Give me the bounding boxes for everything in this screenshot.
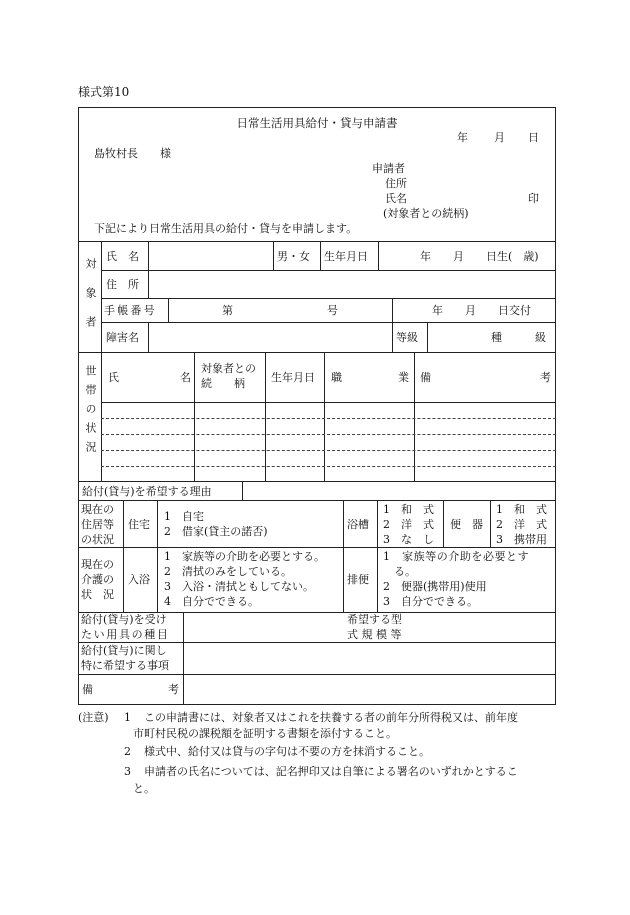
line [101, 270, 556, 271]
special-label-1: 給付(貸与)に関し [81, 644, 167, 657]
line [78, 352, 556, 353]
disability-label: 障害名 [106, 331, 139, 344]
line [168, 298, 169, 322]
handbook-dai: 第 [222, 304, 233, 317]
handbook-date: 年 月 日交付 [432, 304, 531, 317]
col-relation-2: 続 柄 [201, 377, 245, 390]
bathtub-option-2: 2 洋 式 [383, 518, 434, 531]
applicant-address-label: 住所 [385, 177, 407, 190]
care-bath-option-3: 3 入浴・清拭ともしてない。 [164, 580, 314, 593]
special-label-2: 特に希望する事項 [81, 659, 169, 672]
excretion-option-3: 3 自分でできる。 [383, 595, 478, 608]
line [378, 241, 379, 270]
dotted-row [101, 418, 556, 419]
grade-value: 種 級 [491, 331, 546, 344]
col-relation-1: 対象者との [201, 362, 256, 375]
form-title: 日常生活用具給付・貸与申請書 [236, 116, 398, 130]
form-number: 様式第10 [78, 85, 130, 99]
line [194, 352, 195, 481]
col-job-2: 業 [398, 371, 409, 384]
notes-heading: (注意) [78, 711, 109, 724]
residence-label-3: の状況 [81, 533, 114, 546]
line [101, 241, 102, 353]
line [148, 241, 149, 298]
date-day: 日 [528, 131, 539, 144]
bathtub-option-1: 1 和 式 [383, 503, 434, 516]
handbook-go: 号 [327, 304, 338, 317]
line [392, 298, 393, 322]
line [490, 500, 491, 547]
line [320, 241, 321, 270]
birth-value: 年 月 日生( 歳) [420, 250, 539, 263]
house-label: 住宅 [128, 518, 150, 531]
model-label-2: 式 規 模 等 [347, 628, 402, 641]
line [377, 500, 378, 612]
line [123, 500, 124, 612]
line [78, 500, 556, 501]
col-name-2: 名 [180, 371, 191, 384]
line [101, 352, 102, 481]
item-kind-label-1: 給付(貸与)を受け [81, 613, 167, 626]
grade-label: 等級 [396, 331, 418, 344]
note-2-num: 2 [124, 745, 131, 758]
line [343, 500, 344, 612]
line [78, 481, 556, 482]
line [242, 481, 243, 500]
line [148, 322, 149, 352]
note-2-line-1: 様式中、給付又は貸与の字句は不要の方を抹消すること。 [144, 745, 430, 758]
line [101, 298, 556, 299]
seal-mark: 印 [528, 192, 539, 205]
note-3-line-2: と。 [133, 782, 155, 795]
care-bath-option-4: 4 自分でできる。 [164, 595, 259, 608]
toilet-label: 便 器 [450, 518, 483, 531]
note-1-line-2: 市町村民税の課税額を証明する書類を添付すること。 [133, 727, 397, 740]
applicant-name-label: 氏名 [385, 192, 407, 205]
line [78, 642, 556, 643]
dotted-row [101, 466, 556, 467]
toilet-option-2: 2 洋 式 [496, 518, 547, 531]
col-note-2: 考 [540, 371, 551, 384]
excretion-option-1: 1 家族等の介助を必要とす [383, 550, 530, 563]
model-label-1: 希望する型 [347, 613, 402, 626]
care-bath-option-1: 1 家族等の介助を必要とする。 [164, 550, 325, 563]
care-label-3: 状 況 [81, 588, 114, 601]
bathtub-option-3: 3 な し [383, 533, 434, 546]
col-note-1: 備 [420, 371, 431, 384]
residence-label-2: 住居等 [81, 518, 114, 531]
note-3-num: 3 [124, 765, 131, 778]
remarks-label-2: 考 [168, 683, 179, 696]
line [101, 322, 556, 323]
care-label-2: 介護の [81, 573, 114, 586]
house-option-2: 2 借家(貸主の諾否) [164, 525, 268, 538]
dotted-row [101, 434, 556, 435]
line [324, 352, 325, 481]
bathtub-label: 浴槽 [347, 518, 369, 531]
col-name-1: 氏 [108, 371, 119, 384]
excretion-option-1-cont: る。 [394, 565, 416, 578]
line [101, 402, 556, 403]
birth-label: 生年月日 [324, 250, 368, 263]
date-year: 年 [457, 131, 468, 144]
residence-label-1: 現在の [81, 503, 114, 516]
toilet-option-3: 3 携帯用 [496, 533, 547, 546]
line [183, 674, 184, 705]
house-option-1: 1 自宅 [164, 510, 204, 523]
applicant-relation: (対象者との続柄) [383, 207, 469, 220]
line [427, 322, 428, 352]
subject-address-label: 住 所 [106, 278, 139, 291]
addressee: 島牧村長 様 [94, 147, 171, 160]
line [273, 241, 274, 270]
household-side-label: 世帯の状況 [84, 365, 97, 460]
handbook-label: 手帳番号 [104, 304, 157, 317]
line [265, 352, 266, 481]
line [78, 674, 556, 675]
excretion-label: 排便 [347, 573, 369, 586]
line [183, 612, 184, 674]
line [392, 322, 393, 352]
line [414, 352, 415, 481]
remarks-label-1: 備 [82, 683, 93, 696]
item-kind-label-2: たい用具の種目 [81, 628, 170, 641]
care-bath-option-2: 2 清拭のみをしている。 [164, 565, 292, 578]
note-1-num: 1 [124, 711, 131, 724]
toilet-option-1: 1 和 式 [496, 503, 547, 516]
line [78, 547, 556, 548]
subject-name-label: 氏 名 [106, 250, 139, 263]
col-birth: 生年月日 [271, 371, 315, 384]
excretion-option-2: 2 便器(携帯用)使用 [383, 580, 487, 593]
reason-label: 給付(貸与)を希望する理由 [82, 485, 212, 498]
col-job-1: 職 [331, 371, 342, 384]
care-label-1: 現在の [81, 558, 114, 571]
subject-side-label: 対象者 [84, 258, 97, 345]
date-month: 月 [494, 131, 505, 144]
dotted-row [101, 450, 556, 451]
line [157, 500, 158, 612]
line [443, 500, 444, 547]
applicant-label: 申請者 [372, 162, 405, 175]
note-1-line-1: この申請書には、対象者又はこれを扶養する者の前年分所得税又は、前年度 [144, 711, 518, 724]
line [78, 241, 556, 242]
note-3-line-1: 申請者の氏名については、記名押印又は自筆による署名のいずれかとするこ [144, 765, 518, 778]
care-bath-label: 入浴 [128, 573, 150, 586]
gender-label: 男・女 [277, 250, 310, 263]
application-statement: 下記により日常生活用具の給付・貸与を申請します。 [94, 222, 358, 235]
